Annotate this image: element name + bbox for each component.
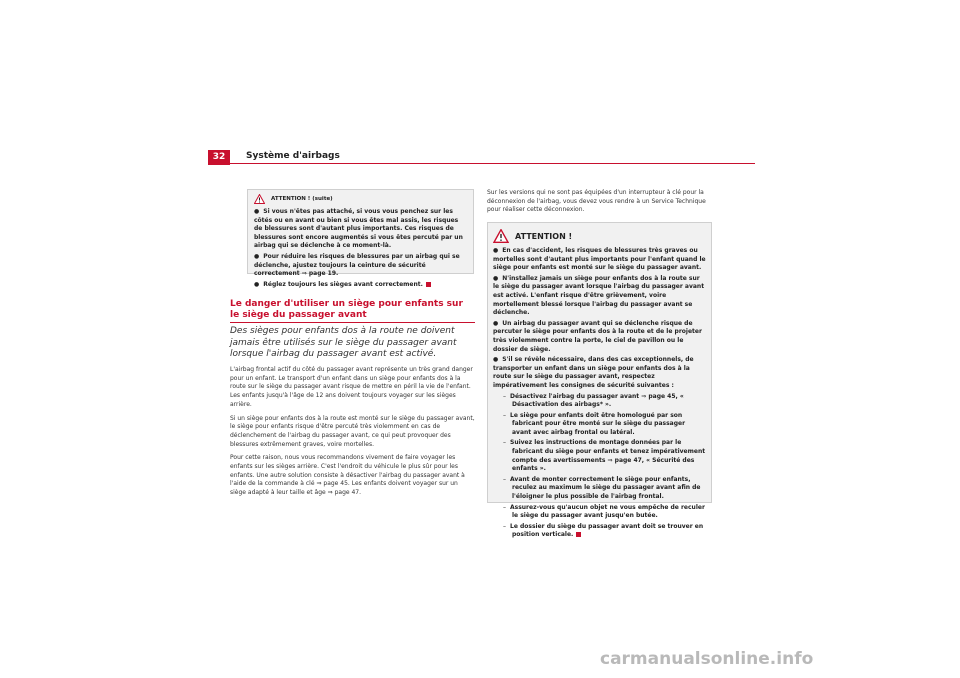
paragraph: L'airbag frontal actif du côté du passager avant représente un très grand danger pour un enfant. Le transport d'un enfant dans un siège pour enfants dos à la route sur le siège du passager avant risque de mettre en péril la vie de l'enfant. Les enfants jusqu'à l'âge de 12 ans doivent toujours voyager sur les sièges arrière.: [230, 366, 473, 408]
arrow-icon: ⇒: [327, 489, 333, 497]
section-rule: [230, 322, 475, 323]
warning-item: [254, 253, 467, 279]
warning-item: ● S'il se révèle nécessaire, dans des cas exceptionnels, de transporter un enfant dans un siège pour enfants dos à la route sur le siège du passager avant, respectez impérativement les consignes de sécurité suivantes :: [493, 356, 706, 390]
intro-paragraph: [487, 189, 712, 220]
chapter-title: Système d'airbags: [246, 151, 340, 161]
warning-heading: ATTENTION ! (suite): [271, 196, 333, 202]
warning-header: [254, 194, 467, 204]
warning-triangle-icon: [254, 194, 265, 204]
instruction-text: Suivez les instructions de montage données par le fabricant du siège pour enfants et tenez impérativement compte des avertissements: [510, 439, 706, 464]
instruction-text: Désactivez l'airbag du passager avant: [510, 392, 640, 400]
warning-item: [254, 281, 467, 290]
warning-item-text: Réglez toujours les sièges avant correctement.: [263, 280, 423, 288]
instruction-text: Le dossier du siège du passager avant doit se trouver en position verticale.: [510, 522, 704, 539]
safety-instructions-list: [493, 393, 706, 541]
warning-header: [493, 229, 706, 243]
section-body: [230, 366, 475, 503]
instruction-item: [503, 439, 706, 473]
arrow-icon: ⇒: [316, 480, 322, 488]
warning-item-text: Pour réduire les risques de blessures par un airbag qui se déclenche, ajustez toujours la ceinture de sécurité correctement: [254, 252, 460, 278]
warning-item: ● N'installez jamais un siège pour enfants dos à la route sur le siège du passager avant lorsque l'airbag du passager avant est activé. L'enfant risque d'être grièvement, voire mortellement blessé lorsque l'airbag du passager avant se déclenche.: [493, 275, 706, 318]
page-reference[interactable]: page 47.: [334, 489, 362, 497]
page-number: 32: [208, 150, 230, 165]
paragraph: [230, 454, 475, 498]
warning-box-continued: [247, 189, 474, 288]
instruction-item: – Avant de monter correctement le siège pour enfants, reculez au maximum le siège du passager avant afin de l'éloigner le plus possible de l'airbag frontal.: [503, 476, 706, 502]
warning-triangle-icon: [493, 229, 509, 243]
paragraph-text: Pour cette raison, nous vous recommandons vivement de faire voyager les enfants sur les sièges arrière. C'est l'endroit du véhicule le plus sûr pour les enfants. Une autre solution consiste à désactiver l'airbag du passager avant à l'aide de la commande à clé: [230, 454, 465, 488]
paragraph: Si un siège pour enfants dos à la route est monté sur le siège du passager avant, le siège pour enfants risque d'être percuté très violemment en cas de déclenchement de l'airbag du passager avant, ce qui peut provoquer des blessures extrêmement graves, voire mortelles.: [230, 414, 475, 448]
page-reference[interactable]: page 45, « Désactivation des airbags* ».: [512, 392, 684, 409]
instruction-item: – Le siège pour enfants doit être homologué par son fabricant pour être monté sur le siège du passager avant avec airbag frontal ou latéral.: [503, 412, 706, 438]
arrow-icon: ⇒: [641, 392, 647, 400]
end-mark-icon: [576, 532, 581, 537]
instruction-item: [503, 523, 706, 540]
page-reference[interactable]: page 47, « Sécurité des enfants ».: [512, 456, 695, 473]
section-subtitle: Des sièges pour enfants dos à la route ne doivent jamais être utilisés sur le siège du passager avant lorsque l'airbag du passager avant est activé.: [230, 326, 457, 359]
warning-item: ● En cas d'accident, les risques de blessures très graves ou mortelles sont d'autant plus importants pour l'enfant quand le siège pour enfants est monté sur le siège du passager avant.: [493, 247, 706, 273]
end-mark-icon: [426, 282, 431, 287]
warning-box: [487, 222, 712, 539]
warning-heading: ATTENTION !: [515, 231, 573, 241]
paragraph: Sur les versions qui ne sont pas équipées d'un interrupteur à clé pour la déconnexion de l'airbag, vous devez vous rendre à un Service Technique pour réaliser cette déconnexion.: [487, 189, 706, 214]
arrow-icon: ⇒: [301, 270, 307, 278]
header-rule: [208, 163, 755, 164]
section-title: Le danger d'utiliser un siège pour enfants sur le siège du passager avant: [230, 299, 463, 320]
page-reference[interactable]: page 45. Les enfants doivent voyager sur un siège adapté à leur taille et âge: [230, 480, 458, 497]
instruction-item: – Assurez-vous qu'aucun objet ne vous empêche de reculer le siège du passager avant jusqu'en butée.: [503, 504, 706, 521]
page-reference[interactable]: page 19.: [308, 270, 339, 278]
warning-item: ● Un airbag du passager avant qui se déclenche risque de percuter le siège pour enfants dos à la route et de le projeter très violemment contre la porte, le ciel de pavillon ou le dossier de siège.: [493, 320, 706, 354]
arrow-icon: ⇒: [607, 456, 613, 464]
instruction-item: [503, 393, 706, 410]
watermark: carmanualsonline.info: [600, 649, 814, 669]
warning-item: ● Si vous n'êtes pas attaché, si vous vous penchez sur les côtés ou en avant ou bien si vous êtes mal assis, les risques de blessures sont d'autant plus importants. Ces risques de blessures sont encore augmentés si vous êtes percuté par un airbag qui se déclenche à ce moment-là.: [254, 208, 467, 251]
